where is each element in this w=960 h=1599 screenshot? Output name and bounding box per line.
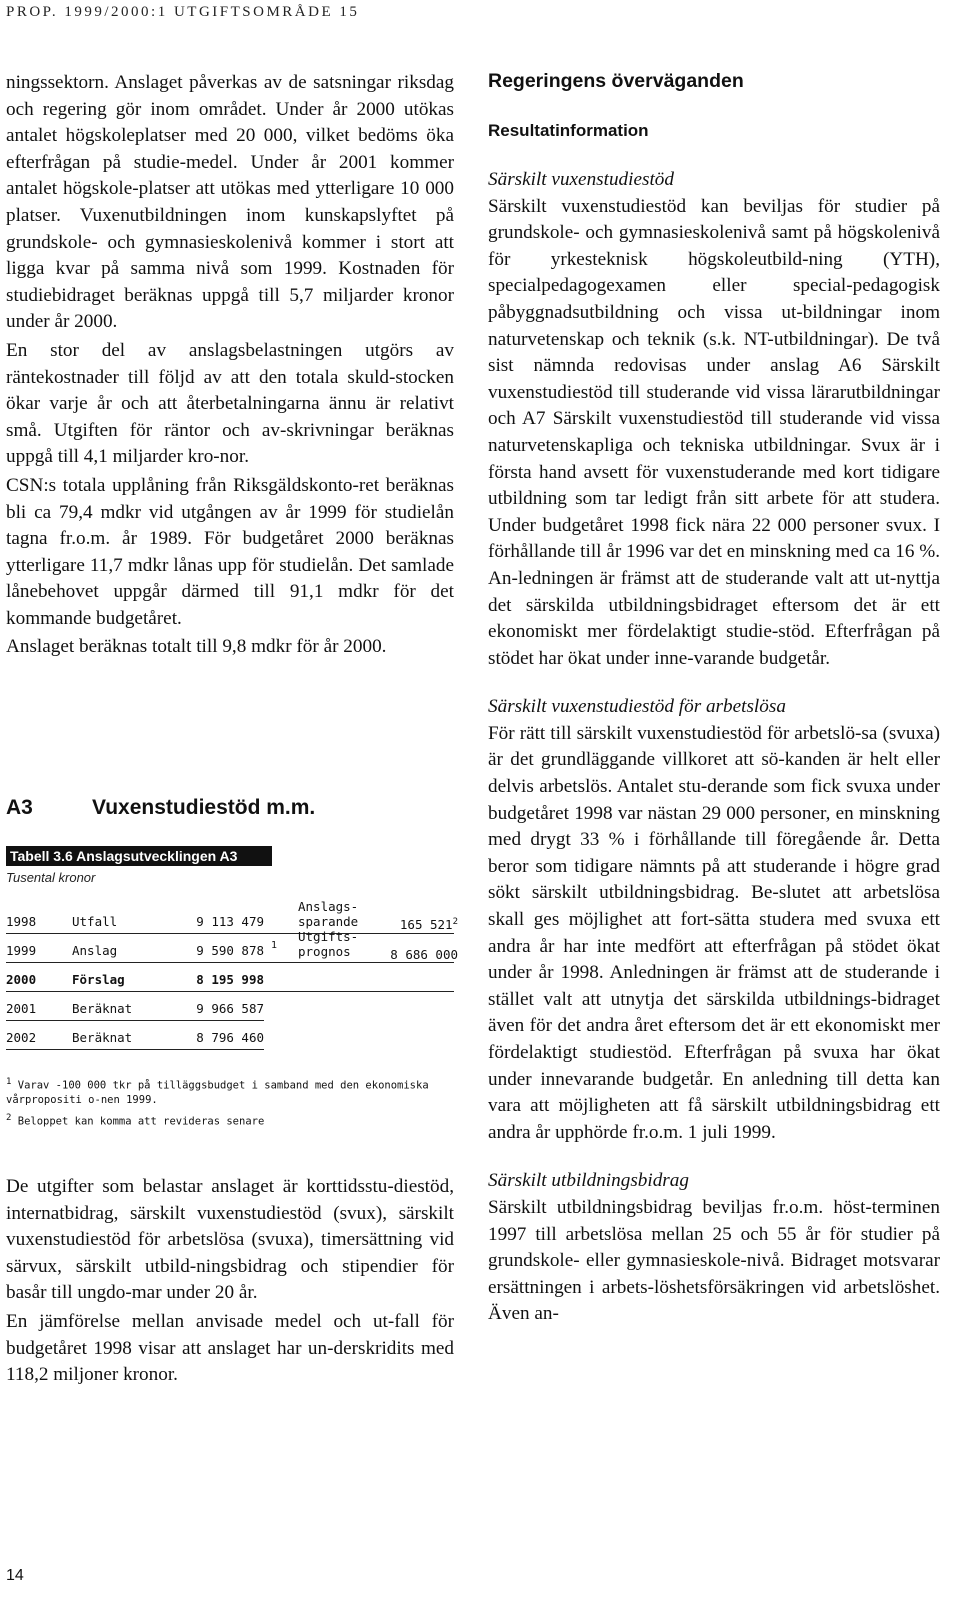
row-label: Beräknat	[72, 1030, 133, 1045]
side-item-anslagssparande	[298, 899, 458, 932]
table-row	[6, 992, 264, 1021]
footnote-text: Beloppet kan komma att revideras senare	[17, 1115, 265, 1127]
paragraph: Särskilt utbildningsbidrag beviljas fr.o.m. höst-terminen 1997 till arbetslösa mellan 25 och 55 år för studier på grundskole- eller gymnasieskole-nivå. Bidraget motsvarar ersättningen i arbets-löshetsförsäkringen vid arbetslöshet. Även an-	[488, 1196, 940, 1325]
page-number: 14	[6, 1567, 24, 1584]
subsection-title: Särskilt vuxenstudiestöd	[488, 169, 674, 190]
section-title: Vuxenstudiestöd m.m.	[92, 796, 316, 819]
row-label: Beräknat	[72, 1001, 133, 1016]
row-amount: 9 113 479	[196, 914, 264, 929]
row-label: Anslag	[72, 943, 118, 958]
left-column	[6, 70, 454, 661]
right-column	[488, 70, 940, 1328]
results-subheading: Resultatinformation	[488, 121, 649, 140]
subsection-title: Särskilt vuxenstudiestöd för arbetslösa	[488, 696, 786, 718]
table-footnotes	[6, 1075, 454, 1128]
row-amount: 8 195 998	[196, 972, 264, 987]
table-row	[6, 963, 454, 992]
paragraph: ningssektorn. Anslaget påverkas av de satsningar riksdag och regering gör inom området. Under år 2000 utökas antalet högskoleplatser med 20 000, vilket bedöms öka efterfrågan på studie-medel. Under år 2001 kommer antalet högskole-platser att utökas med ytterligare 10 000 platser. Vuxenutbildningen inom kunskapslyftet på grundskole- och gymnasieskolenivå kommer i stort att ligga kvar på samma nivå som 1999. Kostnaden för studiebidraget beräknas uppgå till 5,7 miljarder kronor under år 2000.	[6, 72, 454, 333]
side-item-utgiftsprognos	[298, 929, 458, 962]
paragraph: Särskilt vuxenstudiestöd kan beviljas för studier på grundskole- och gymnasieskolenivå samt på högskolenivå för yrkesteknisk högskoleutbild-ning (YTH), specialpedagogexamen eller special-pedagogisk påbyggnadsutbildning och vissa ut-bildningar inom naturvetenskap och teknik (s.k. NT-utbildningar). De två sist nämnda redovisas under anslag A6 Särskilt vuxenstudiestöd till studerande vid vissa lärarutbildningar och A7 Särskilt vuxenstudiestöd till studerande vid vissa naturvetenskapliga och tekniska utbildningar. Svux är i första hand avsett för vuxenstuderande med kort tidigare utbildning som tar ledigt från sitt arbete för att studera. Under budgetåret 1998 fick nära 22 000 personer svux. I förhållande till år 1996 var det en minskning med ca 16 %. An-ledningen är främst att de studerande valt att ut-nyttja det särskilda utbildningsbidraget eftersom det är ett ekonomiskt mer fördelaktigt studie-stöd. Efterfrågan på stödet har ökat under inne-varande budgetår.	[488, 195, 940, 669]
row-year: 1998	[6, 914, 37, 929]
side-value: 8 686 000	[390, 947, 458, 962]
table-row	[6, 1021, 264, 1050]
row-amount: 9 966 587	[196, 1001, 264, 1016]
row-footnote-mark: 1	[270, 940, 278, 951]
considerations-heading: Regeringens överväganden	[488, 70, 744, 92]
footnote-mark: 2	[6, 1112, 12, 1123]
side-value-text: 165 521	[399, 917, 453, 932]
section-number: A3	[6, 796, 33, 819]
paragraph: CSN:s totala upplåning från Riksgäldskonto-ret beräknas bli ca 79,4 mdkr vid utgången av år 1999 för studielån tagna fr.o.m. år 1989. För budgetåret 2000 beräknas ytterligare 11,7 mdkr lånas upp för studielån. Det samlade lånebehovet uppgår därmed till 91,1 mdkr för det kommande budgetåret.	[6, 474, 454, 629]
side-footnote-mark: 2	[452, 916, 458, 927]
footnote-mark: 1	[6, 1077, 12, 1087]
allocation-table	[6, 846, 458, 1050]
left-column-bottom	[6, 1174, 454, 1389]
subsection-title: Särskilt utbildningsbidrag	[488, 1170, 689, 1192]
paragraph: Anslaget beräknas totalt till 9,8 mdkr för år 2000.	[6, 636, 387, 658]
row-year: 2001	[6, 1001, 37, 1016]
paragraph: En stor del av anslagsbelastningen utgörs av räntekostnader till följd av att den totala skuld-stocken ökar varje år och att återbetalningarna ännu är relativt små. Utgiften för räntor och av-skrivningar beräknas uppgå till 4,1 miljarder kro-nor.	[6, 339, 454, 468]
section-heading	[6, 796, 454, 820]
side-label-line: sparande	[298, 914, 359, 929]
row-label: Utfall	[72, 914, 118, 929]
footnote	[6, 1075, 454, 1107]
paragraph: För rätt till särskilt vuxenstudiestöd för arbetslö-sa (svuxa) är det grundläggande villkoret att sö-kanden är helt eller delvis arbetslös. Antalet stu-derande som fick svuxa under budgetåret 1998 var nästan 29 000 personer, en minskning med drygt 33 % i förhållande till föregående år. Detta beror som tidigare nämnts på att studerande i högre grad sökt särskilt utbildningsbidrag. Be-slutet att arbetslösa skall ges möjlighet att fort-sätta studera med svuxa ett andra år har inte medfört att efterfrågan på stödet ökat under år 1998. Anledningen är främst att de studerande i stället valt att utnytja det särskilda utbildnings-bidraget även för det andra året eftersom det är ett ekonomiskt mer fördelaktigt studiestöd. Efterfrågan på svuxa har ökat under innevarande budgetår. En anledning till detta kan vara att möjligheten att få särskilt utbildningsbidrag ett andra år upphörde fr.o.m. 1 juli 1999.	[488, 722, 940, 1143]
side-label-line: Utgifts-	[298, 929, 359, 944]
footnote-text: Varav -100 000 tkr på tilläggsbudget i samband med den ekonomiska vårpropositi o-nen 1999.	[6, 1079, 429, 1106]
running-header: PROP. 1999/2000:1 UTGIFTSOMRÅDE 15	[6, 4, 360, 20]
row-year: 2000	[6, 972, 37, 987]
paragraph: De utgifter som belastar anslaget är korttidsstu-diestöd, internatbidrag, särskilt vuxenstudiestöd (svux), särskilt vuxenstudiestöd för arbetslösa (svuxa), timersättning vid särvux, särskilt utbild-ningsbidrag och stipendier för basår till ungdo-mar under 20 år.	[6, 1176, 454, 1304]
row-amount: 9 590 878	[196, 943, 264, 958]
side-label	[298, 899, 378, 929]
row-label: Förslag	[72, 972, 125, 987]
footnote	[6, 1111, 454, 1129]
row-year: 1999	[6, 943, 37, 958]
table-title: Tabell 3.6 Anslagsutvecklingen A3	[6, 846, 272, 866]
row-amount: 8 796 460	[196, 1030, 264, 1045]
table-unit: Tusental kronor	[6, 870, 96, 885]
row-year: 2002	[6, 1030, 37, 1045]
side-label	[298, 929, 378, 959]
side-label-line: prognos	[298, 944, 351, 959]
side-label-line: Anslags-	[298, 899, 359, 914]
paragraph: En jämförelse mellan anvisade medel och ut-fall för budgetåret 1998 visar att anslaget har un-derskridits med 118,2 miljoner kronor.	[6, 1310, 454, 1386]
